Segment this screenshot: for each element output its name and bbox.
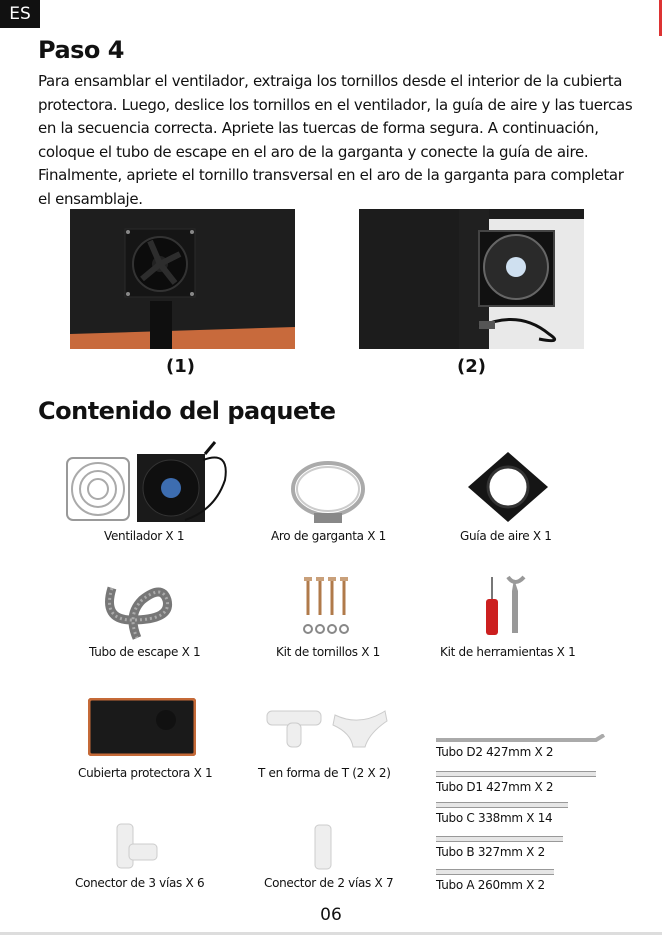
tube-c-bar	[436, 802, 568, 808]
step-instructions: Para ensamblar el ventilador, extraiga los tornillos desde el interior de la cubierta protectora. Luego, deslice los tornillos en el ventilador, la guía de aire y las tuercas en la secuencia correcta. Apriete las tuercas de forma segura. A continuación, coloque el tubo de escape en el aro de la garganta y conecte la guía de aire. Finalmente, apriete el tornillo transversal en el aro de la garganta para completar el ensamblaje.	[38, 72, 633, 208]
item-caption-throat-ring: Aro de garganta X 1	[271, 529, 386, 543]
tool-kit-image	[480, 575, 530, 639]
item-caption-tool-kit: Kit de herramientas X 1	[440, 645, 576, 659]
item-caption-three-way-connector: Conector de 3 vías X 6	[75, 876, 205, 890]
exhaust-tube-image	[102, 580, 182, 642]
step-title: Paso 4	[38, 36, 124, 64]
item-caption-protective-cover: Cubierta protectora X 1	[78, 766, 213, 780]
tube-d1-bar	[436, 771, 596, 777]
tube-b-label: Tubo B 327mm X 2	[436, 845, 545, 859]
footer-rule	[0, 932, 662, 935]
tube-d1-label: Tubo D1 427mm X 2	[436, 780, 554, 794]
item-caption-fan: Ventilador X 1	[104, 529, 185, 543]
language-tag: ES	[0, 0, 40, 28]
page-number: 06	[320, 905, 342, 925]
tube-d2-label: Tubo D2 427mm X 2	[436, 745, 554, 759]
assembly-photo-2	[359, 209, 584, 349]
t-connector-image	[265, 705, 390, 750]
tube-d2	[436, 734, 606, 759]
throat-ring-image	[288, 455, 368, 525]
tube-a	[436, 869, 554, 892]
item-caption-t-connector: T en forma de T (2 X 2)	[258, 766, 391, 780]
tube-b-bar	[436, 836, 563, 842]
two-way-connector-image	[313, 823, 333, 871]
tube-a-label: Tubo A 260mm X 2	[436, 878, 545, 892]
tube-c-label: Tubo C 338mm X 14	[436, 811, 553, 825]
photo-label-2: (2)	[457, 356, 486, 377]
item-caption-screw-kit: Kit de tornillos X 1	[276, 645, 380, 659]
tube-c	[436, 802, 568, 825]
tube-a-bar	[436, 869, 554, 875]
three-way-connector-image	[115, 822, 160, 870]
tube-d1	[436, 771, 596, 794]
screw-kit-image	[298, 575, 358, 637]
photo-label-1: (1)	[166, 356, 195, 377]
air-guide-image	[468, 452, 548, 522]
assembly-photo-1	[70, 209, 295, 349]
item-caption-exhaust-tube: Tubo de escape X 1	[89, 645, 201, 659]
protective-cover-image	[88, 698, 196, 756]
tube-b	[436, 836, 563, 859]
fan-image	[65, 440, 240, 530]
item-caption-two-way-connector: Conector de 2 vías X 7	[264, 876, 394, 890]
package-title: Contenido del paquete	[38, 397, 336, 425]
item-caption-air-guide: Guía de aire X 1	[460, 529, 552, 543]
